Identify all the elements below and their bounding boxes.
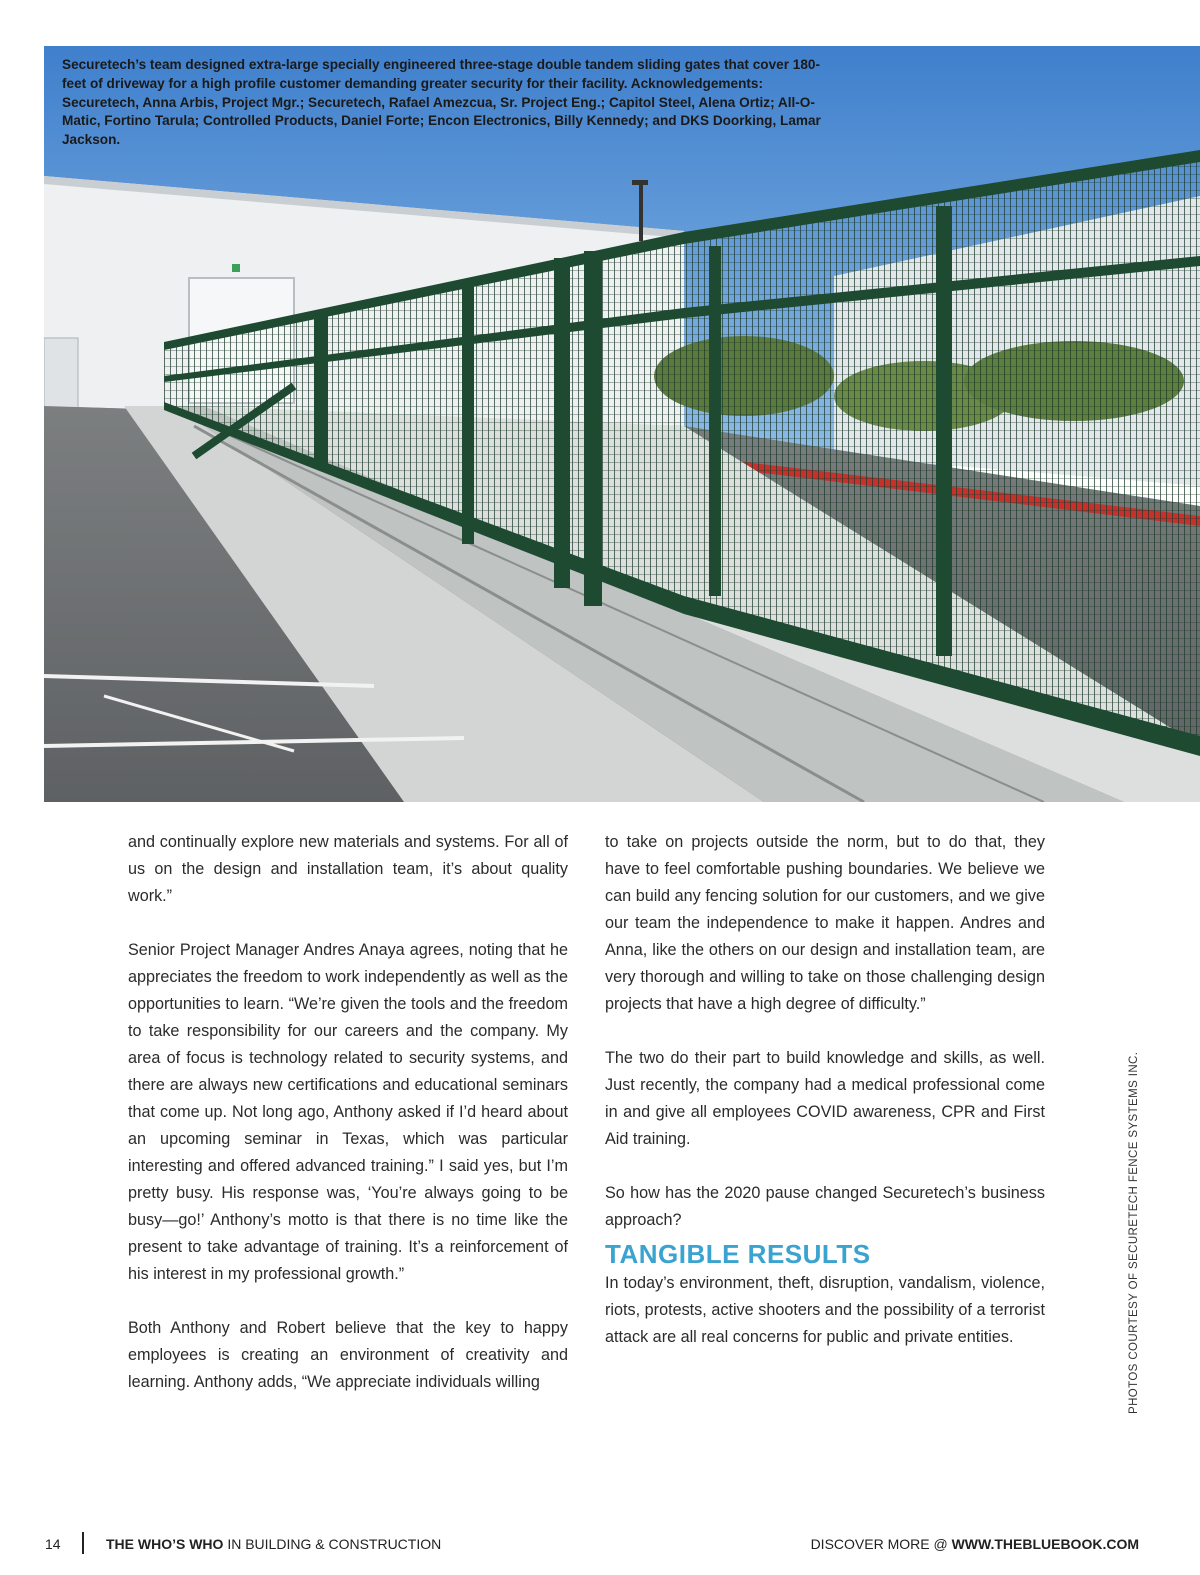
paragraph: The two do their part to build knowledge and skills, as well. Just recently, the company had a medical professional come in and give all employees COVID awareness, CPR and First Aid training. [605,1049,1045,1148]
publication-title-rest: IN BUILDING & CONSTRUCTION [223,1536,442,1552]
paragraph: to take on projects outside the norm, but to do that, they have to feel comfortable pushing boundaries. We believe we can build any fencing solution for our customers, and we give our team the independence to make it happen. Andres and Anna, like the others on our design and installation team, are very thorough and willing to take on those challenging design projects that have a high degree of difficulty.” [605,833,1045,1013]
publication-title [106,1536,441,1552]
discover-label: DISCOVER MORE @ [810,1536,952,1552]
photo-credit: PHOTOS COURTESY OF SECURETECH FENCE SYSTEMS INC. [1128,1051,1140,1414]
paragraph: Both Anthony and Robert believe that the key to happy employees is creating an environment of creativity and learning. Anthony adds, “We appreciate individuals willing [128,1319,568,1391]
website-link[interactable]: WWW.THEBLUEBOOK.COM [951,1536,1139,1552]
page-footer [0,1532,1200,1556]
left-column [128,829,568,1396]
paragraph: In today’s environment, theft, disruption, vandalism, violence, riots, protests, active shooters and the possibility of a terrorist attack are all real concerns for public and private entities. [605,1274,1045,1346]
publication-title-strong: THE WHO’S WHO [106,1536,224,1552]
page-number: 14 [45,1536,61,1552]
photo-caption: Securetech’s team designed extra-large specially engineered three-stage double tandem sliding gates that cover 180-feet of driveway for a high profile customer demanding greater security for their facility. Acknowledgements: Securetech, Anna Arbis, Project Mgr.; Securetech, Rafael Amezcua, Sr. Project Eng.; Capitol Steel, Alena Ortiz; All-O-Matic, Fortino Tarula; Controlled Products, Daniel Forte; Encon Electronics, Billy Kennedy; and DKS Doorking, Lamar Jackson. [62,57,821,148]
discover-more [811,1536,1139,1552]
paragraph: and continually explore new materials and systems. For all of us on the design and installation team, it’s about quality work.” [128,833,568,905]
section-heading: TANGIBLE RESULTS [605,1239,871,1269]
paragraph: So how has the 2020 pause changed Securetech’s business approach? [605,1184,1045,1229]
footer-divider [82,1532,84,1554]
right-column [605,829,1045,1351]
gate-post [584,251,602,606]
sliding-gate-photo [44,46,1200,802]
paragraph: Senior Project Manager Andres Anaya agrees, noting that he appreciates the freedom to work independently as well as the opportunities to learn. “We’re given the tools and the freedom to take responsibility for our careers and the company. My area of focus is technology related to security systems, and there are always new certifications and educational seminars that come up. Not long ago, Anthony asked if I’d heard about an upcoming seminar in Texas, which was particular interesting and offered advanced training.” I said yes, but I’m pretty busy. His response was, ‘You’re always going to be busy—go!’ Anthony’s motto is that there is no time like the present to take advantage of training. It’s a reinforcement of his interest in my professional growth.” [128,941,568,1283]
hero-photo [44,46,1200,802]
